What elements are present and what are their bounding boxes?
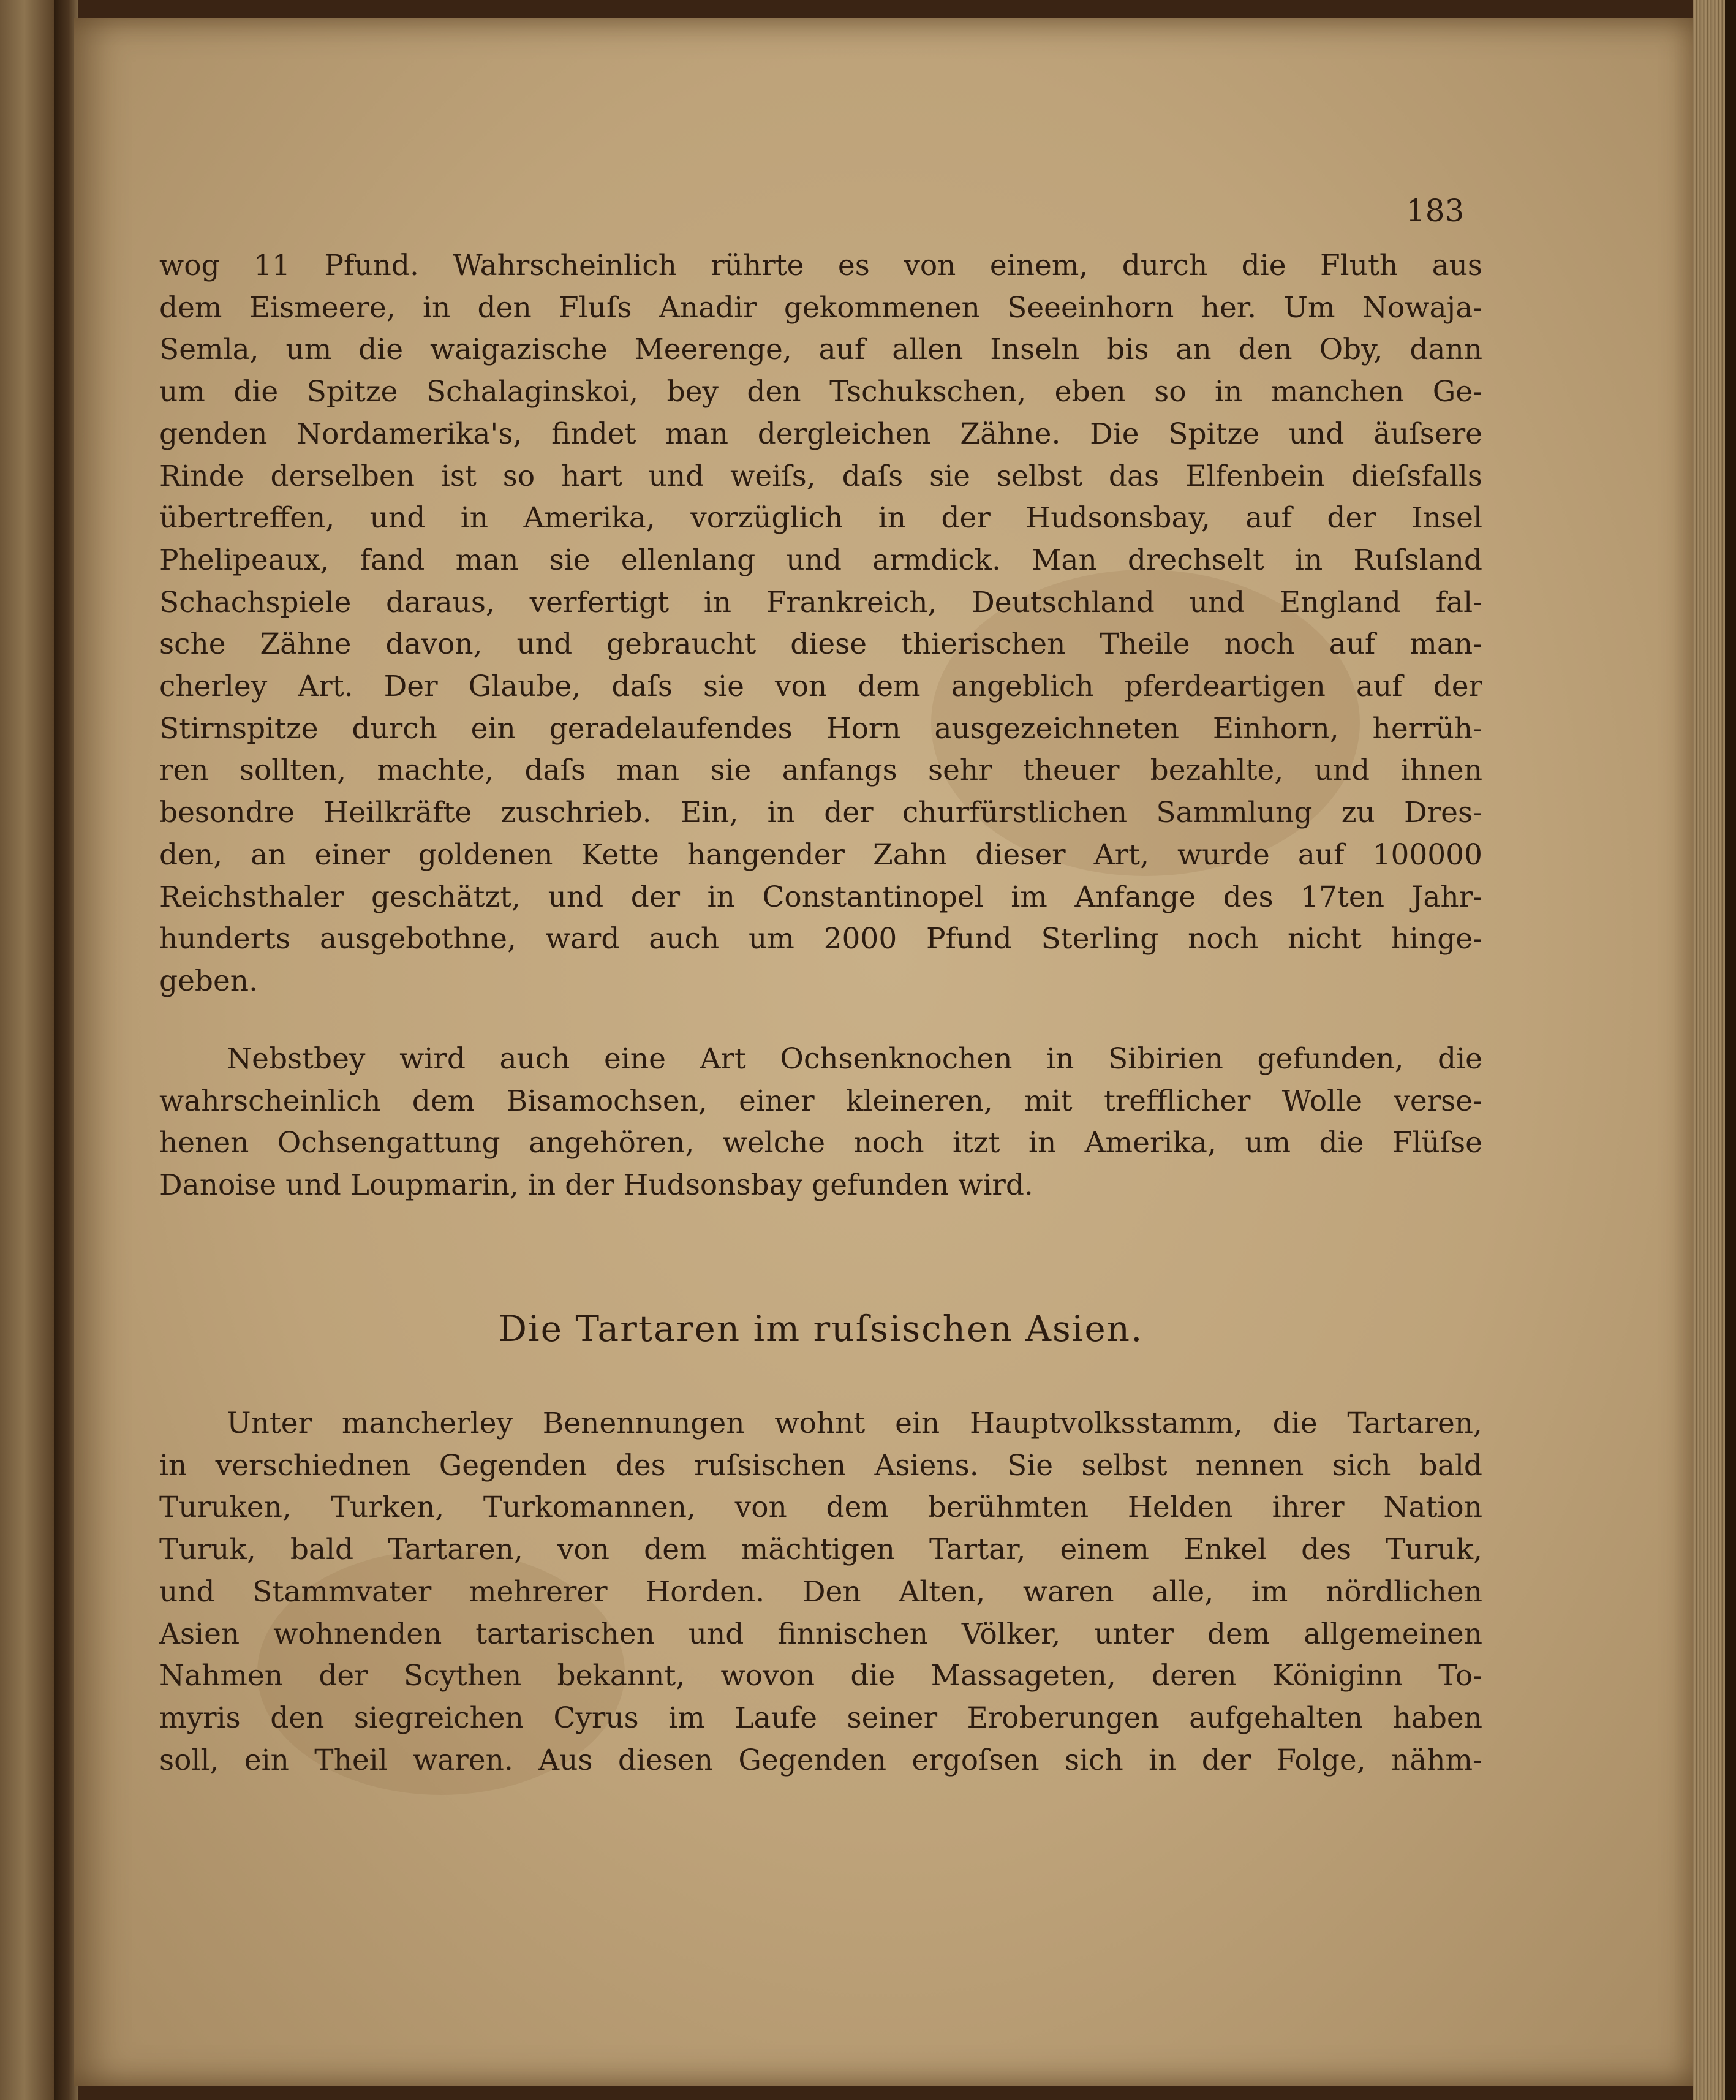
facing-page-edge bbox=[0, 0, 54, 2100]
text-line: Asien wohnenden tartarischen und finnischen Völker, unter dem allgemeinen bbox=[159, 1617, 1482, 1651]
text-line: Nahmen der Scythen bekannt, wovon die Massageten, deren Königinn To- bbox=[159, 1659, 1482, 1693]
text-line: in verschiednen Gegenden des ruſsischen Asiens. Sie selbst nennen sich bald bbox=[159, 1448, 1482, 1482]
page-number: 183 bbox=[1406, 193, 1465, 229]
text-line: besondre Heilkräfte zuschrieb. Ein, in der churfürstlichen Sammlung zu Dres- bbox=[159, 796, 1482, 830]
text-line: Danoise und Loupmarin, in der Hudsonsbay gefunden wird. bbox=[159, 1168, 1033, 1203]
text-line: Stirnspitze durch ein geradelaufendes Horn ausgezeichneten Einhorn, herrüh- bbox=[159, 711, 1482, 746]
text-line: Reichsthaler geschätzt, und der in Constantinopel im Anfange des 17ten Jahr- bbox=[159, 880, 1482, 914]
text-line: Rinde derselben ist so hart und weiſs, daſs sie selbst das Elfenbein dieſsfalls bbox=[159, 459, 1482, 493]
text-line: Semla, um die waigazische Meerenge, auf allen Inseln bis an den Oby, dann bbox=[159, 333, 1482, 367]
text-line: Nebstbey wird auch eine Art Ochsenknochen in Sibirien gefunden, die bbox=[227, 1042, 1482, 1076]
text-line: wog 11 Pfund. Wahrscheinlich rührte es von einem, durch die Fluth aus bbox=[159, 249, 1482, 282]
page bbox=[74, 18, 1697, 2086]
text-line: geben. bbox=[159, 964, 259, 998]
text-line: ren sollten, machte, daſs man sie anfangs sehr theuer bezahlte, und ihnen bbox=[159, 754, 1482, 788]
text-line: den, an einer goldenen Kette hangender Zahn dieser Art, wurde auf 100000 bbox=[159, 837, 1482, 872]
text-line: Phelipeaux, fand man sie ellenlang und armdick. Man drechselt in Ruſsland bbox=[159, 543, 1482, 577]
text-line: Turuken, Turken, Turkomannen, von dem berühmten Helden ihrer Nation bbox=[159, 1490, 1482, 1525]
text-line: wahrscheinlich dem Bisamochsen, einer kleineren, mit trefflicher Wolle verse- bbox=[159, 1084, 1482, 1118]
section-heading: Die Tartaren im ruſsischen Asien. bbox=[498, 1308, 1144, 1350]
scan-border bbox=[1725, 0, 1736, 2100]
text-line: henen Ochsengattung angehören, welche noch itzt in Amerika, um die Flüſse bbox=[159, 1126, 1482, 1160]
text-line: myris den siegreichen Cyrus im Laufe seiner Eroberungen aufgehalten haben bbox=[159, 1701, 1482, 1735]
text-line: soll, ein Theil waren. Aus diesen Gegenden ergoſsen sich in der Folge, nähm- bbox=[159, 1743, 1482, 1777]
paragraph-2 bbox=[159, 1038, 1482, 1207]
text-line: genden Nordamerika's, findet man dergleichen Zähne. Die Spitze und äuſsere bbox=[159, 417, 1482, 451]
text-line: dem Eismeere, in den Fluſs Anadir gekommenen Seeeinhorn her. Um Nowaja- bbox=[159, 290, 1482, 325]
text-line: und Stammvater mehrerer Horden. Den Alten, waren alle, im nördlichen bbox=[159, 1574, 1482, 1609]
text-line: Turuk, bald Tartaren, von dem mächtigen Tartar, einem Enkel des Turuk, bbox=[159, 1533, 1482, 1567]
text-line: sche Zähne davon, und gebraucht diese thierischen Theile noch auf man- bbox=[159, 627, 1482, 662]
text-line: um die Spitze Schalaginskoi, bey den Tschukschen, eben so in manchen Ge- bbox=[159, 375, 1482, 409]
paragraph-1 bbox=[159, 245, 1482, 1003]
paragraph-3 bbox=[159, 1403, 1482, 1781]
text-line: übertreffen, und in Amerika, vorzüglich in der Hudsonsbay, auf der Insel bbox=[159, 501, 1482, 535]
text-line: cherley Art. Der Glaube, daſs sie von dem angeblich pferdeartigen auf der bbox=[159, 670, 1482, 704]
text-line: Schachspiele daraus, verfertigt in Frankreich, Deutschland und England fal- bbox=[159, 585, 1482, 619]
text-line: hunderts ausgebothne, ward auch um 2000 Pfund Sterling noch nicht hinge- bbox=[159, 922, 1482, 956]
text-line: Unter mancherley Benennungen wohnt ein Hauptvolksstamm, die Tartaren, bbox=[227, 1407, 1482, 1440]
